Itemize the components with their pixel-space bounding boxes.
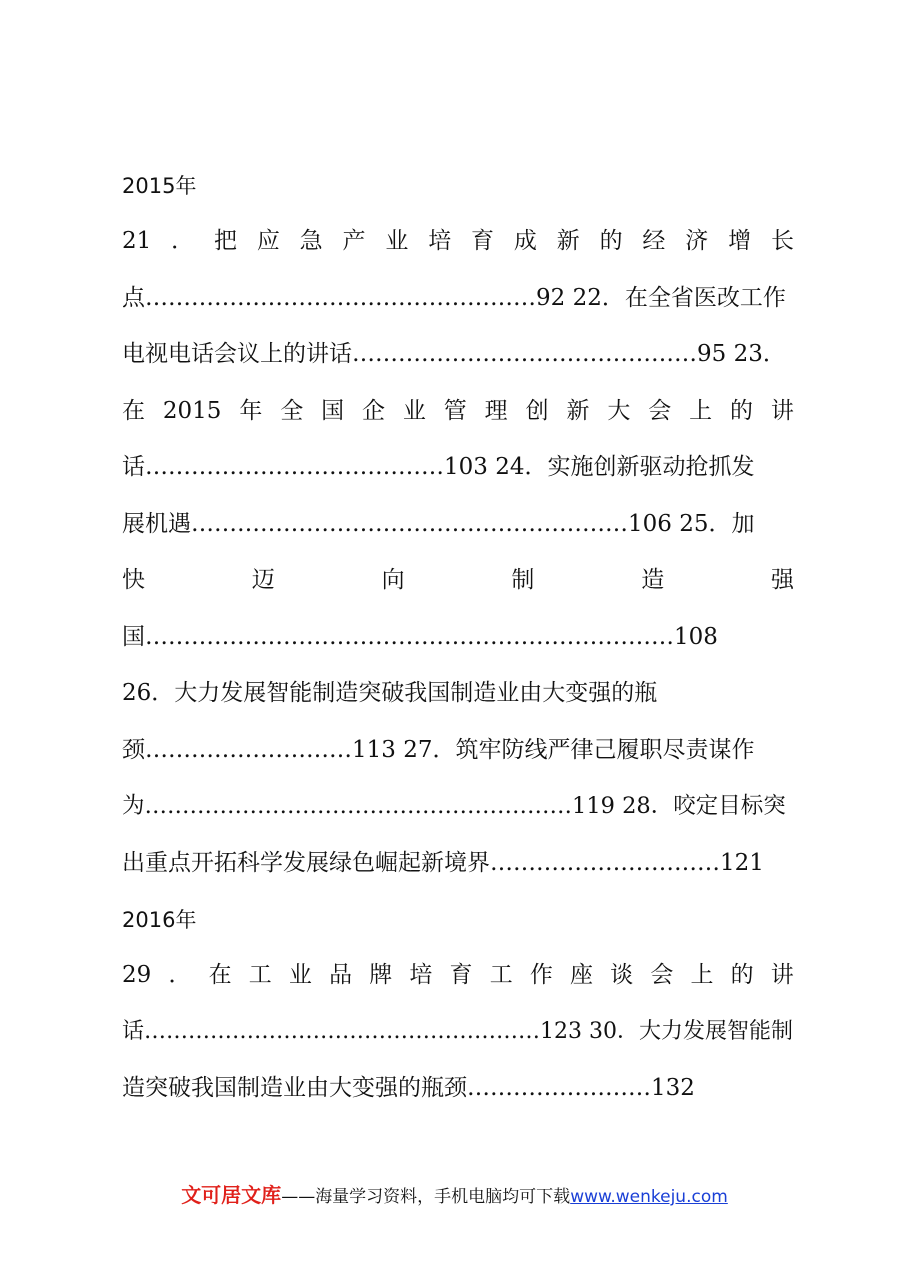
toc-glyph: 作	[529, 962, 553, 988]
toc-glyph: 讲	[770, 398, 794, 424]
toc-line	[122, 396, 794, 426]
toc-glyph: 企	[362, 398, 385, 424]
footer-link[interactable]: www.wenkeju.com	[570, 1187, 728, 1207]
toc-glyph: ．	[171, 228, 195, 254]
toc-line	[122, 960, 794, 990]
toc-glyph: 谈	[610, 962, 634, 988]
toc-glyph: 培	[428, 228, 452, 254]
toc-glyph: 上	[689, 398, 713, 424]
toc-glyph: 的	[730, 962, 754, 988]
footer-text: ——海量学习资料，手机电脑均可下载	[281, 1187, 571, 1207]
toc-line: 26．大力发展智能制造突破我国制造业由大变强的瓶	[122, 680, 658, 706]
toc-glyph: 急	[299, 228, 323, 254]
toc-glyph: 年	[239, 398, 263, 424]
toc-line: 颈………………………113 27．筑牢防线严律己履职尽责谋作	[122, 737, 755, 763]
toc-glyph: 2015	[162, 398, 222, 424]
toc-glyph: ．	[168, 962, 192, 988]
toc-glyph: 业	[385, 228, 409, 254]
toc-line	[122, 226, 794, 256]
footer-brand: 文可居文库	[181, 1183, 282, 1207]
toc-line: 话…………………………………103 24．实施创新驱动抢抓发	[122, 454, 755, 480]
toc-glyph: 讲	[770, 962, 794, 988]
toc-glyph: 的	[599, 228, 623, 254]
toc-glyph: 迈	[251, 567, 275, 593]
toc-glyph: 29	[122, 962, 152, 988]
toc-glyph: 育	[449, 962, 473, 988]
toc-glyph: 强	[770, 567, 794, 593]
toc-glyph: 理	[484, 398, 508, 424]
section-heading: 2016年	[122, 908, 197, 932]
toc-glyph: 会	[650, 962, 674, 988]
toc-glyph: 把	[213, 228, 237, 254]
toc-line: 展机遇…………………………………………………106 25．加	[122, 511, 755, 537]
toc-glyph: 经	[642, 228, 666, 254]
toc-glyph: 大	[607, 398, 631, 424]
toc-glyph: 国	[321, 398, 345, 424]
toc-glyph: 在	[208, 962, 232, 988]
toc-glyph: 育	[471, 228, 495, 254]
toc-glyph: 的	[730, 398, 754, 424]
toc-glyph: 在	[122, 398, 145, 424]
toc-glyph: 增	[728, 228, 752, 254]
toc-glyph: 业	[288, 962, 312, 988]
toc-glyph: 工	[248, 962, 272, 988]
toc-glyph: 造	[641, 567, 665, 593]
toc-line	[122, 565, 794, 595]
toc-glyph: 工	[489, 962, 513, 988]
toc-glyph: 成	[513, 228, 537, 254]
toc-glyph: 业	[402, 398, 426, 424]
toc-glyph: 新	[566, 398, 590, 424]
toc-glyph: 上	[690, 962, 714, 988]
toc-line: 点……………………………………………92 22．在全省医改工作	[122, 285, 786, 311]
footer	[0, 1181, 909, 1211]
toc-line: 国……………………………………………………………108	[122, 624, 718, 650]
toc-glyph: 创	[525, 398, 549, 424]
toc-line: 电视电话会议上的讲话………………………………………95 23．	[122, 341, 786, 367]
toc-glyph: 新	[556, 228, 580, 254]
toc-glyph: 制	[511, 567, 535, 593]
toc-glyph: 品	[329, 962, 353, 988]
toc-glyph: 牌	[369, 962, 393, 988]
section-heading: 2015年	[122, 174, 197, 198]
toc-glyph: 培	[409, 962, 433, 988]
toc-line: 话………………………………………………123 30．大力发展智能制	[122, 1019, 793, 1044]
toc-glyph: 会	[648, 398, 672, 424]
toc-line: 出重点开拓科学发展绿色崛起新境界…………………………121	[122, 850, 764, 876]
toc-glyph: 长	[770, 228, 794, 254]
toc-glyph: 全	[280, 398, 304, 424]
toc-glyph: 快	[122, 567, 145, 593]
toc-glyph: 产	[342, 228, 366, 254]
toc-glyph: 济	[685, 228, 709, 254]
toc-glyph: 应	[256, 228, 280, 254]
toc-glyph: 座	[570, 962, 593, 988]
toc-glyph: 向	[381, 567, 405, 593]
toc-line: 为…………………………………………………119 28．咬定目标突	[122, 793, 786, 819]
toc-glyph: 管	[443, 398, 467, 424]
toc-glyph: 21	[122, 228, 152, 254]
toc-line: 造突破我国制造业由大变强的瓶颈……………………132	[122, 1075, 695, 1101]
